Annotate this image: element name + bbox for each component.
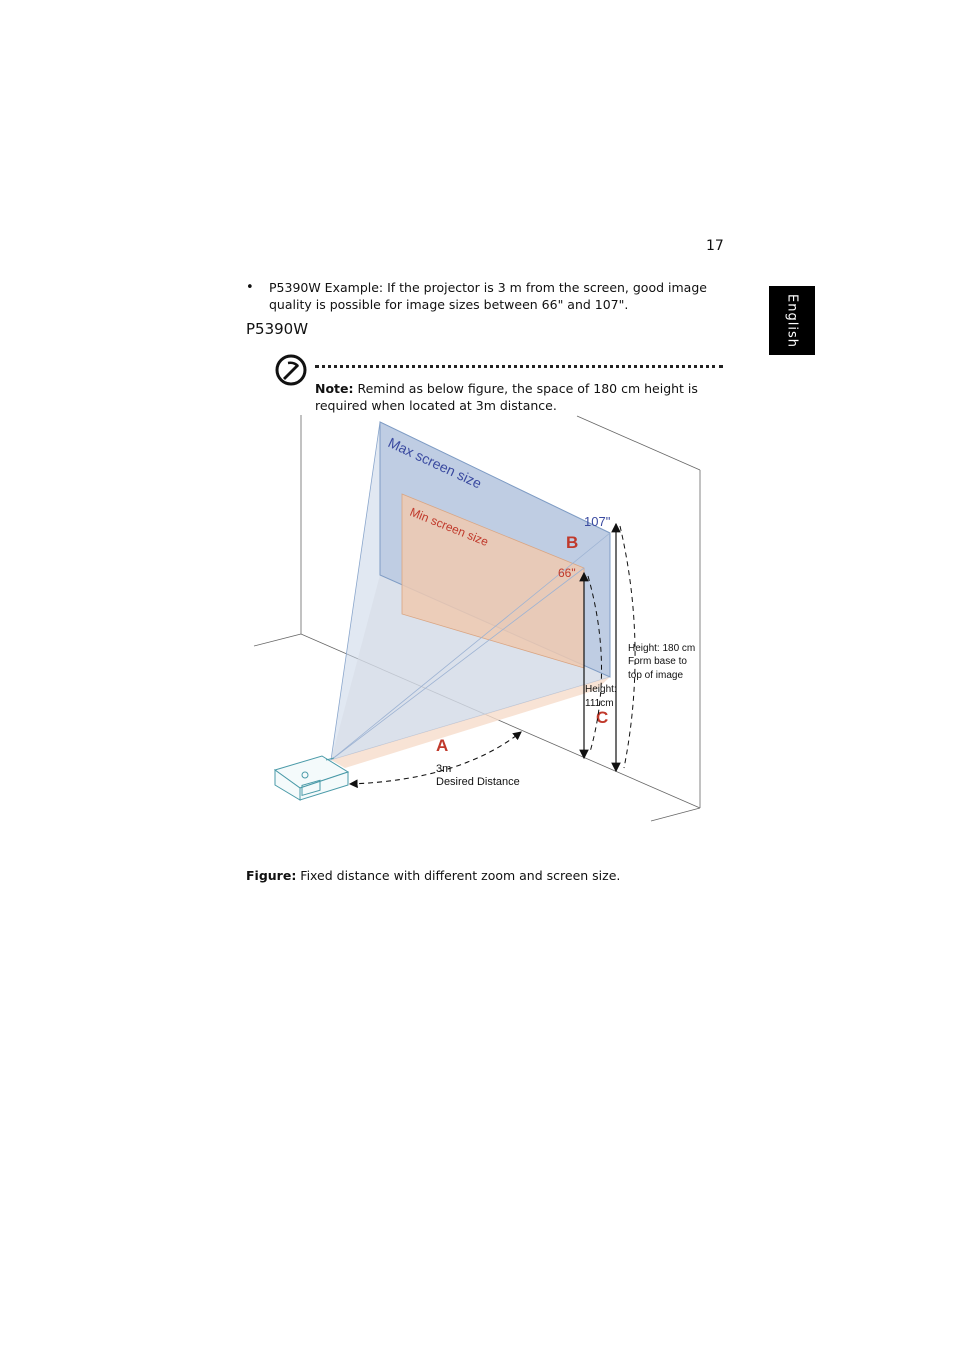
caption-text: Fixed distance with different zoom and screen size. bbox=[296, 868, 621, 883]
max-height-line-3: top of image bbox=[628, 670, 684, 681]
max-height-line-1: Height: 180 cm bbox=[628, 643, 696, 654]
language-tab-label: English bbox=[784, 293, 800, 348]
figure-caption bbox=[246, 868, 620, 883]
min-height-value: 111cm bbox=[585, 698, 614, 709]
page-number: 17 bbox=[706, 238, 724, 254]
caption-label: Figure: bbox=[246, 868, 297, 883]
min-height-label: Height: bbox=[585, 684, 617, 695]
min-screen-label: Min screen size bbox=[407, 504, 491, 550]
max-height-line-2: Form base to bbox=[628, 656, 687, 667]
note-body: Remind as below figure, the space of 180 cm height is required when located at 3m distance. bbox=[315, 381, 698, 413]
distance-label: Desired Distance bbox=[436, 776, 520, 788]
bullet-symbol: • bbox=[246, 280, 254, 295]
marker-a: A bbox=[436, 736, 449, 755]
marker-c: C bbox=[596, 708, 609, 727]
max-size-label: 107" bbox=[584, 514, 611, 529]
min-size-label: 66" bbox=[558, 566, 576, 580]
model-heading: P5390W bbox=[246, 320, 309, 338]
bullet-text: P5390W Example: If the projector is 3 m from the screen, good image quality is possible for image sizes between 66" and 107". bbox=[269, 280, 707, 312]
distance-value: 3m bbox=[436, 763, 452, 775]
max-screen-label: Max screen size bbox=[385, 434, 485, 492]
note-label: Note: bbox=[315, 381, 354, 396]
marker-b: B bbox=[566, 533, 579, 552]
